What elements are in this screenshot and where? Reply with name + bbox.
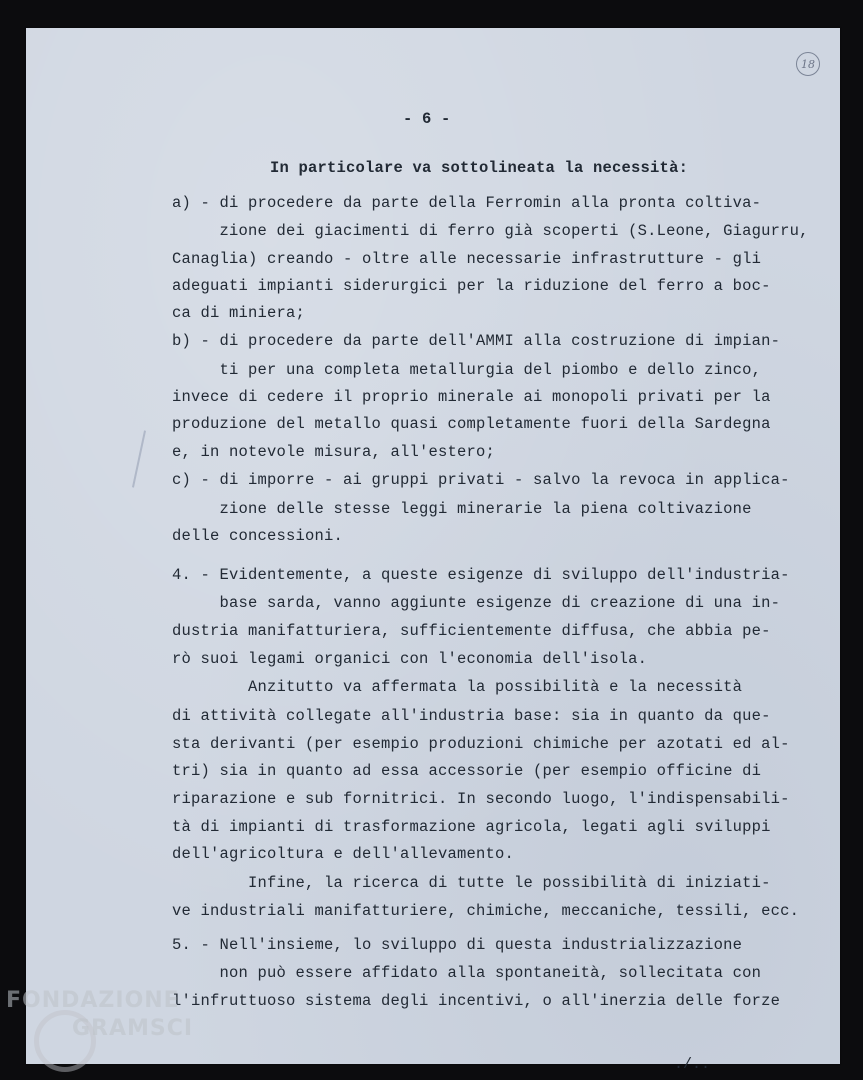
text-line: delle concessioni. <box>172 527 344 545</box>
text-line: rò suoi legami organici con l'economia dell'isola. <box>172 650 648 668</box>
text-line: di attività collegate all'industria base: sia in quanto da que- <box>172 707 771 725</box>
text-line: a) - di procedere da parte della Ferromin alla pronta coltiva- <box>172 194 762 212</box>
text-line: Canaglia) creando - oltre alle necessarie infrastrutture - gli <box>172 250 762 268</box>
text-line: dustria manifatturiera, sufficientemente diffusa, che abbia pe- <box>172 622 771 640</box>
watermark-line2: GRAMSCI <box>72 1016 194 1041</box>
text-line: Anzitutto va affermata la possibilità e la necessità <box>172 678 743 696</box>
typewritten-text <box>26 28 840 1064</box>
text-line: ti per una completa metallurgia del piombo e dello zinco, <box>172 361 762 379</box>
intro-heading: In particolare va sottolineata la necessità: <box>270 159 689 177</box>
text-line: c) - di imporre - ai gruppi privati - salvo la revoca in applica- <box>172 471 790 489</box>
text-line: e, in notevole misura, all'estero; <box>172 443 496 461</box>
text-line: non può essere affidato alla spontaneità, sollecitata con <box>172 964 762 982</box>
text-line: zione delle stesse leggi minerarie la piena coltivazione <box>172 500 752 518</box>
continuation-mark: ./.. <box>674 1056 711 1073</box>
text-line: riparazione e sub fornitrici. In secondo luogo, l'indispensabili- <box>172 790 790 808</box>
text-line: invece di cedere il proprio minerale ai monopoli privati per la <box>172 388 771 406</box>
text-line: ca di miniera; <box>172 304 306 322</box>
text-line: ve industriali manifatturiere, chimiche, meccaniche, tessili, ecc. <box>172 902 800 920</box>
text-line: tà di impianti di trasformazione agricola, legati agli sviluppi <box>172 818 771 836</box>
text-line: 4. - Evidentemente, a queste esigenze di sviluppo dell'industria- <box>172 566 790 584</box>
text-line: produzione del metallo quasi completamente fuori della Sardegna <box>172 415 771 433</box>
text-line: base sarda, vanno aggiunte esigenze di creazione di una in- <box>172 594 781 612</box>
fondazione-gramsci-watermark <box>6 988 194 1041</box>
text-line: dell'agricoltura e dell'allevamento. <box>172 845 515 863</box>
document-page <box>26 28 840 1073</box>
text-line: b) - di procedere da parte dell'AMMI alla costruzione di impian- <box>172 332 781 350</box>
text-line: Infine, la ricerca di tutte le possibilità di iniziati- <box>172 874 771 892</box>
page-number: - 6 - <box>403 110 451 128</box>
archive-folio-annotation: 18 <box>796 52 820 76</box>
text-line: adeguati impianti siderurgici per la riduzione del ferro a boc- <box>172 277 771 295</box>
watermark-line1: FONDAZIONE <box>6 988 180 1013</box>
text-line: zione dei giacimenti di ferro già scoperti (S.Leone, Giagurru, <box>172 222 809 240</box>
text-line: 5. - Nell'insieme, lo sviluppo di questa industrializzazione <box>172 936 743 954</box>
text-line: l'infruttuoso sistema degli incentivi, o all'inerzia delle forze <box>172 992 781 1010</box>
text-line: sta derivanti (per esempio produzioni chimiche per azotati ed al- <box>172 735 790 753</box>
text-line: tri) sia in quanto ad essa accessorie (per esempio officine di <box>172 762 762 780</box>
